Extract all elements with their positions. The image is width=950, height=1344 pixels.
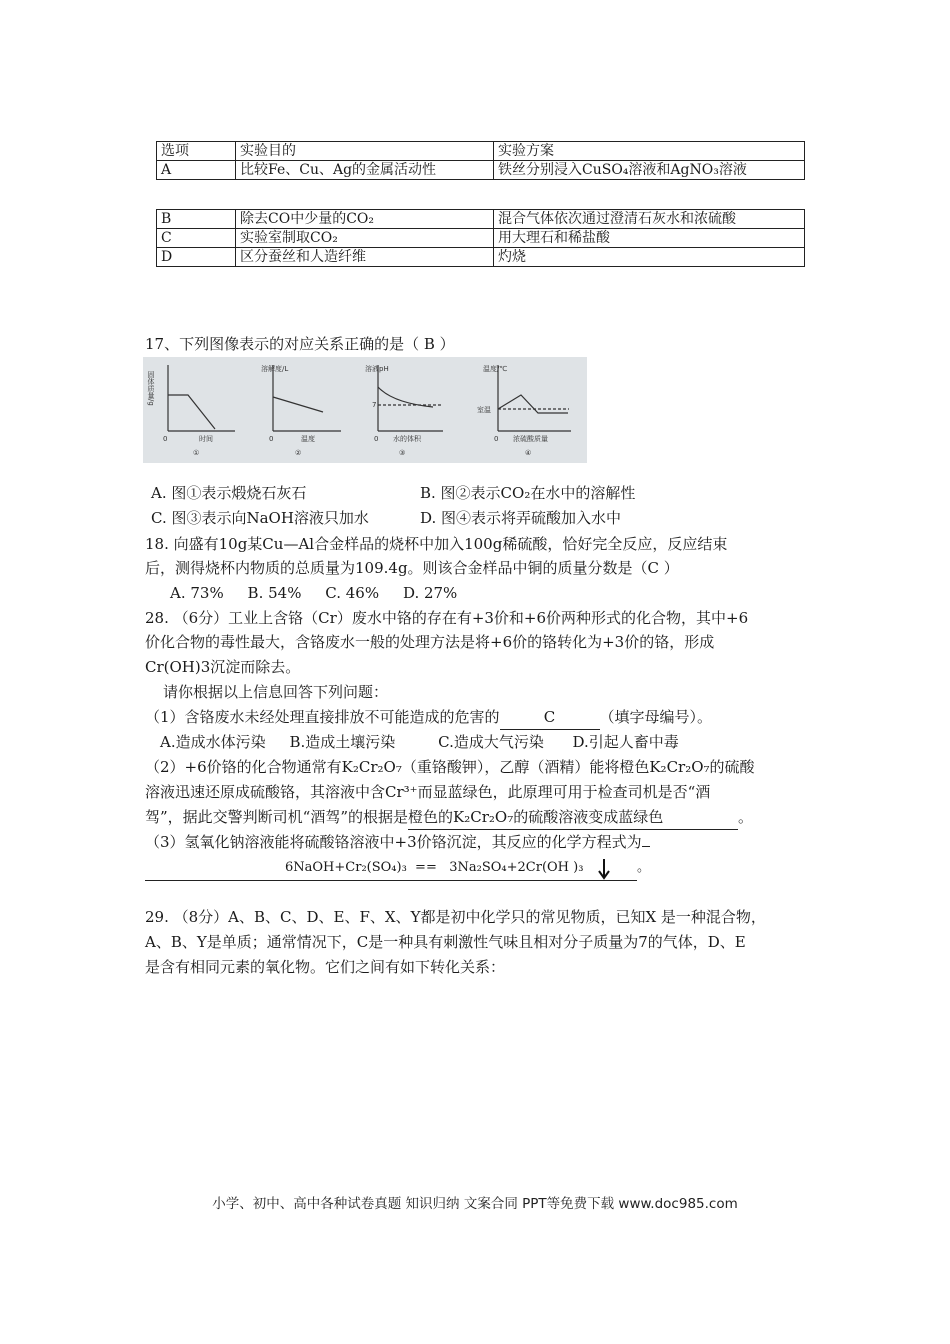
table-row [157, 161, 805, 180]
q17-option-d: D. 图④表示将弄硫酸加入水中 [420, 509, 622, 527]
precipitate-arrow-icon [597, 858, 611, 880]
q18-line-1: 18. 向盛有10g某Cu—Al合金样品的烧杯中加入100g稀硫酸，恰好完全反应，反应结束 [145, 535, 728, 553]
q28-part-3-line-2 [145, 856, 650, 881]
table-header-row [157, 142, 805, 161]
graph-4 [498, 365, 571, 431]
q28-part-3-answer: 6NaOH+Cr₂(SO₄)₃ == 3Na₂SO₄+2Cr(OH )₃ [285, 860, 584, 875]
options-table-continued [156, 209, 805, 267]
graph-1-xlabel: 时间 [199, 435, 213, 443]
q28-part-1 [145, 705, 712, 730]
q28-part-2-end: 。 [738, 808, 754, 826]
graph-2 [273, 365, 341, 431]
graph-2-origin: 0 [269, 435, 274, 443]
graph-2-ylabel: 溶解度/L [261, 365, 289, 373]
table-header-cell: 实验方案 [494, 142, 805, 161]
graph-1-ylabel: 固体质量/g [147, 371, 155, 406]
table-row [157, 210, 805, 229]
table-cell: 实验室制取CO₂ [236, 229, 494, 248]
q17-graph-photo [143, 357, 587, 463]
table-cell: 用大理石和稀盐酸 [494, 229, 805, 248]
q28-part-3-answer-blank [145, 856, 637, 881]
q17-stem: 17、下列图像表示的对应关系正确的是（ B ） [145, 335, 455, 353]
graph-3-ylabel: 溶液pH [365, 365, 389, 373]
table-row [157, 229, 805, 248]
graph-3-mark: 7 [372, 401, 377, 409]
q17-graphs [143, 357, 587, 463]
q28-part-3-text: （3）氢氧化钠溶液能将硫酸铬溶液中+3价铬沉淀，其反应的化学方程式为 [145, 833, 642, 851]
graph-4-mark: 室温 [477, 406, 491, 414]
table-row [157, 248, 805, 267]
page-footer: 小学、初中、高中各种试卷真题 知识归纳 文案合同 PPT等免费下载 www.doc985.com [212, 1196, 738, 1212]
graph-2-number: ② [295, 449, 302, 457]
q28-part-1-answer: C [500, 705, 600, 730]
q28-line-3: Cr(OH)3沉淀而除去。 [145, 658, 301, 676]
q28-part-3-line-1 [145, 830, 650, 854]
graph-4-xlabel: 浓硫酸质量 [513, 435, 548, 443]
q28-part-2-answer: 橙色的K₂Cr₂O₇的硫酸溶液变成蓝绿色 [408, 805, 738, 830]
graph-3 [378, 365, 443, 431]
graph-3-xlabel: 水的体积 [393, 435, 421, 443]
graph-1-origin: 0 [163, 435, 168, 443]
table-header-cell: 选项 [157, 142, 236, 161]
q29-line-1: 29. （8分）A、B、C、D、E、F、X、Y都是初中化学只的常见物质，已知X 是一种混合物， [145, 908, 766, 926]
table-cell: 比较Fe、Cu、Ag的金属活动性 [236, 161, 494, 180]
q28-line-4: 请你根据以上信息回答下列问题： [163, 683, 389, 701]
q28-part-1-text: （1）含铬废水未经处理直接排放不可能造成的危害的 [145, 708, 500, 726]
q28-line-1: 28. （6分）工业上含铬（Cr）废水中铬的存在有+3价和+6价两种形式的化合物，其中+6 [145, 609, 749, 627]
table-cell: C [157, 229, 236, 248]
q28-part-1-suffix: （填字母编号）。 [599, 708, 713, 726]
q29-line-2: A、B、Y是单质；通常情况下，C是一种具有刺激性气味且相对分子质量为7的气体，D、E [145, 933, 746, 951]
q18-line-2: 后，测得烧杯内物质的总质量为109.4g。则该合金样品中铜的质量分数是（C ） [145, 559, 679, 577]
graph-1 [168, 365, 235, 431]
table-header-cell: 实验目的 [236, 142, 494, 161]
table-cell: 混合气体依次通过澄清石灰水和浓硫酸 [494, 210, 805, 229]
table-cell: D [157, 248, 236, 267]
q28-part-3-blank [642, 846, 650, 847]
q28-part-2-line-3 [145, 805, 753, 830]
options-table-header [156, 141, 805, 180]
q28-part-1-options: A.造成水体污染 B.造成土壤污染 C.造成大气污染 D.引起人畜中毒 [160, 733, 679, 751]
graph-1-number: ① [193, 449, 200, 457]
graph-3-origin: 0 [374, 435, 379, 443]
q18-options: A. 73% B. 54% C. 46% D. 27% [170, 584, 458, 602]
table-cell: 区分蚕丝和人造纤维 [236, 248, 494, 267]
table-cell: A [157, 161, 236, 180]
q28-part-2-line-1: （2）+6价铬的化合物通常有K₂Cr₂O₇（重铬酸钾），乙醇（酒精）能将橙色K₂Cr₂O₇的硫酸 [145, 758, 755, 776]
graph-4-ylabel: 温度/℃ [483, 365, 508, 373]
table-cell: 灼烧 [494, 248, 805, 267]
q17-option-a: A. 图①表示煅烧石灰石 [151, 484, 307, 502]
q28-line-2: 价化合物的毒性最大，含铬废水一般的处理方法是将+6价的铬转化为+3价的铬，形成 [145, 633, 715, 651]
q17-option-b: B. 图②表示CO₂在水中的溶解性 [420, 484, 636, 502]
table-cell: 除去CO中少量的CO₂ [236, 210, 494, 229]
graph-3-number: ③ [399, 449, 406, 457]
q29-line-3: 是含有相同元素的氧化物。它们之间有如下转化关系： [145, 958, 506, 976]
q28-part-2-text: 驾”，据此交警判断司机“酒驾”的根据是 [145, 808, 409, 826]
q28-part-2-line-2: 溶液迅速还原成硫酸铬，其溶液中含Cr³⁺而显蓝绿色，此原理可用于检查司机是否“酒 [145, 783, 711, 801]
graph-2-xlabel: 温度 [301, 435, 315, 443]
table-cell: B [157, 210, 236, 229]
q17-option-c: C. 图③表示向NaOH溶液只加水 [151, 509, 369, 527]
graph-4-number: ④ [525, 449, 532, 457]
graph-4-origin: 0 [494, 435, 499, 443]
q28-part-3-end: 。 [637, 860, 651, 875]
table-cell: 铁丝分别浸入CuSO₄溶液和AgNO₃溶液 [494, 161, 805, 180]
